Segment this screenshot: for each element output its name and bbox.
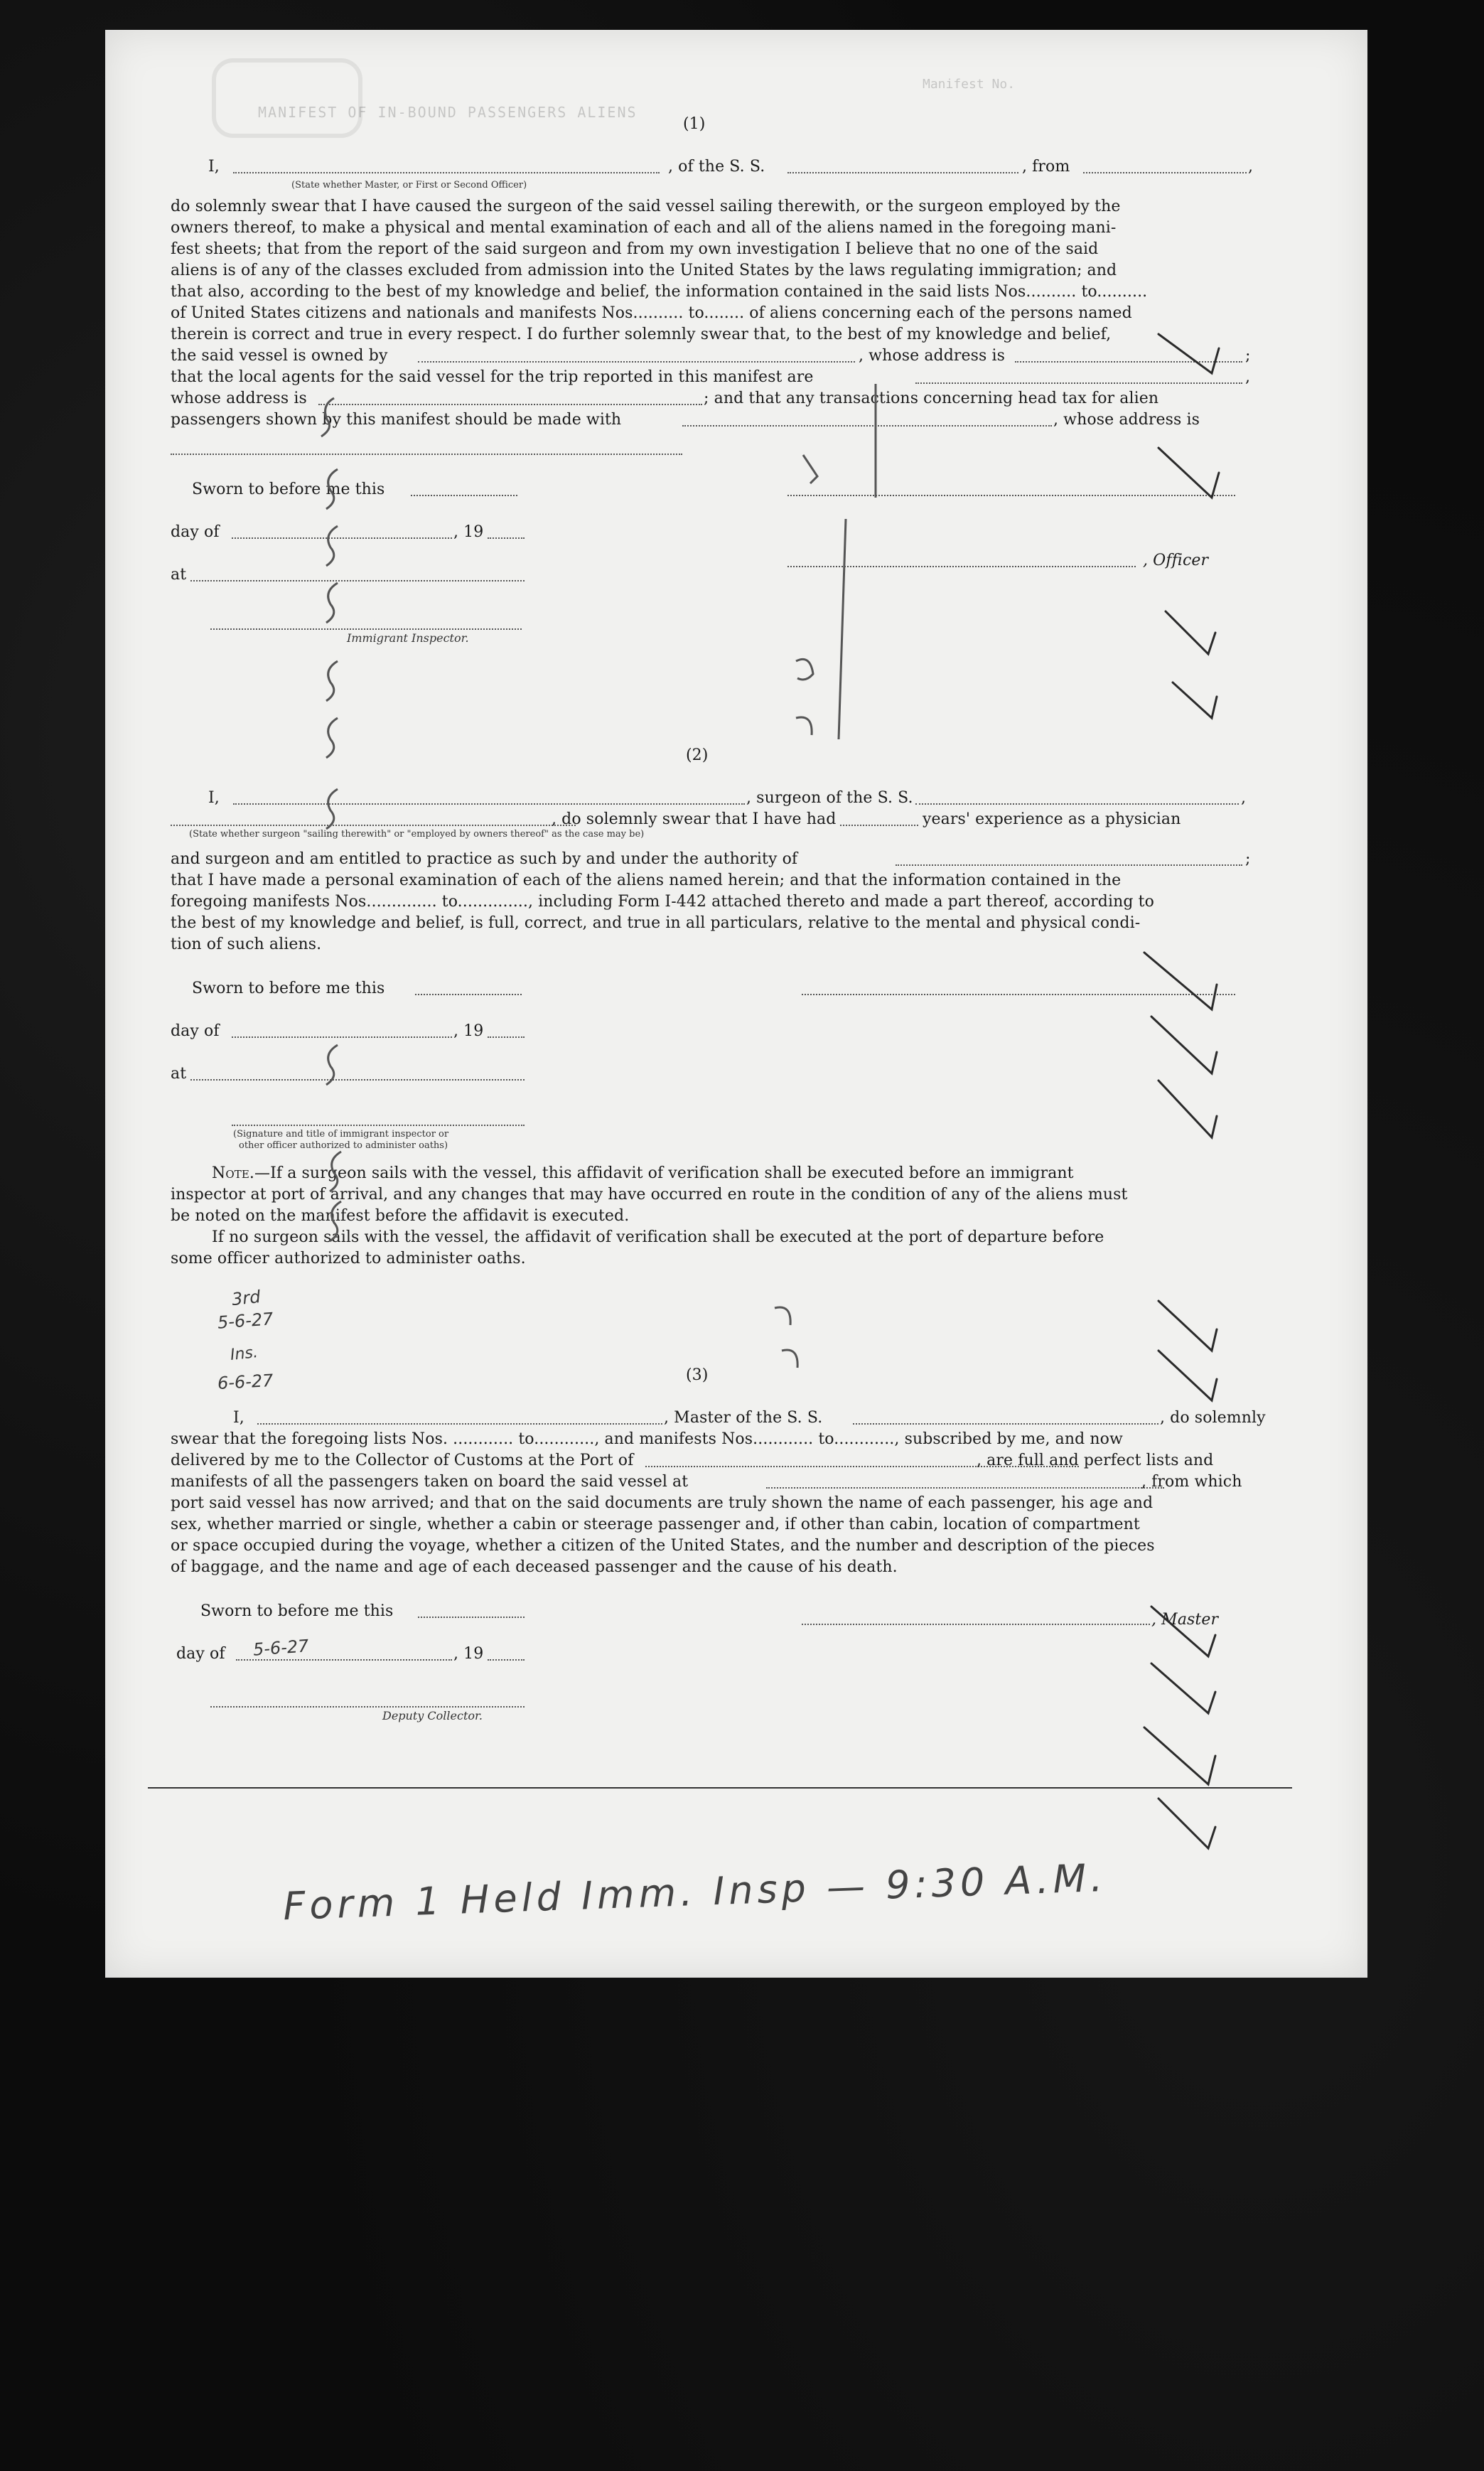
s1-day-blank [232,537,452,539]
s1-owner-address-blank [1015,361,1242,363]
hand-margin-b: 5-6-27 [217,1309,274,1333]
ghost-manifest-no: Manifest No. [923,77,1016,92]
s3-master-label: , Master [1151,1611,1219,1629]
s3-ss: , Master of the S. S. [664,1409,823,1427]
s2-note-line-3: be noted on the manifest before the affidavit is executed. [171,1207,630,1225]
hand-margin-a: 3rd [230,1286,262,1310]
s1-p10a: whose address is [171,390,307,407]
s1-p7: therein is correct and true in every respect. I do further solemnly swear that, to the best of my knowledge and belief, [171,326,1112,343]
s3-collector-blank [210,1706,525,1708]
hand-day-mark: 5-6-27 [252,1636,310,1660]
s1-p11a: passengers shown by this manifest should be made with [171,411,622,429]
s1-comma: , [1248,158,1254,176]
s3-p3b: , from which [1141,1473,1242,1491]
s1-owner-blank [418,361,855,363]
s1-p8b: , whose address is [859,347,1006,365]
s3-sworn-blank [418,1617,525,1618]
s3-sworn: Sworn to before me this [200,1602,394,1620]
s3-p3a: manifests of all the passengers taken on board the said vessel at [171,1473,689,1491]
s3-day-of: day of [176,1645,225,1663]
s1-p11b: , whose address is [1053,411,1200,429]
s3-p6: or space occupied during the voyage, whether a citizen of the United States, and the number and description of the pieces [171,1537,1155,1555]
hand-margin-d: 6-6-27 [217,1370,274,1394]
hand-bottom-note: Form 1 Held Imm. Insp — 9:30 A.M. [282,1855,1108,1929]
section-2-number: (2) [686,746,709,764]
s3-l1-end: , do solemnly [1160,1409,1266,1427]
s2-p5: tion of such aliens. [171,936,322,953]
s1-inspector-label: Immigrant Inspector. [347,631,469,645]
s2-p1b: ; [1245,850,1251,868]
s1-p3: fest sheets; that from the report of the said surgeon and from my own investigation I believe that no one of the said [171,240,1099,258]
s2-year: , 19 [453,1022,484,1040]
s1-p1: do solemnly swear that I have caused the surgeon of the said vessel sailing therewith, or the surgeon employed by the [171,198,1121,215]
s2-l2b: years' experience as a physician [923,810,1181,828]
s2-p3: foregoing manifests Nos.............. to.............., including Form I-442 attached thereto and made a part thereof, according to [171,893,1154,911]
s2-at: at [171,1065,187,1083]
s3-boarded-blank [766,1487,1164,1489]
s1-p8a: the said vessel is owned by [171,347,388,365]
s1-i: I, [208,158,220,176]
section-3-number: (3) [686,1366,709,1384]
s3-p2b: , are full and perfect lists and [977,1452,1214,1469]
ghost-title: MANIFEST OF IN-BOUND PASSENGERS ALIENS [258,104,638,121]
s2-sig-blank [232,1125,525,1126]
s1-name-blank [233,172,660,173]
s2-authority-blank [896,864,1242,866]
hand-margin-c: Ins. [229,1344,259,1364]
s2-sub-surgeon: (State whether surgeon "sailing therewith" or "employed by owners thereof" as the case may be) [189,829,645,840]
s2-sig-caption-1: (Signature and title of immigrant inspector or [233,1129,449,1140]
s1-day-of: day of [171,523,220,541]
s1-headtax-blank [682,425,1052,427]
s2-day-of: day of [171,1022,220,1040]
s2-p4: the best of my knowledge and belief, is full, correct, and true in all particulars, relative to the mental and physical condi- [171,914,1141,932]
s2-p1a: and surgeon and am entitled to practice as such by and under the authority of [171,850,798,868]
s2-capacity-blank [171,825,576,826]
s1-right-blank-1 [787,495,1235,496]
s1-officer-label: , Officer [1143,552,1209,569]
s3-master-blank [802,1624,1150,1625]
s1-sworn-blank [411,495,517,496]
s1-p6: of United States citizens and nationals and manifests Nos.......... to........ of aliens concerning each of the persons named [171,304,1132,322]
s2-note-line-4: If no surgeon sails with the vessel, the affidavit of verification shall be executed at the port of departure before [212,1228,1104,1246]
bottom-rule [148,1787,1292,1789]
s1-sworn: Sworn to before me this [192,481,385,498]
s2-sworn-blank [415,994,522,995]
s2-i: I, [208,789,220,807]
s2-p2: that I have made a personal examination of each of the aliens named herein; and that the information contained in the [171,872,1122,889]
s2-at-blank [190,1079,525,1081]
s3-name-blank [257,1423,662,1425]
s1-officer-blank [787,566,1136,567]
s1-agents-blank [915,382,1242,384]
s2-years-blank [840,825,918,826]
s1-year-blank [488,537,525,539]
s2-right-signature-blank [802,994,1235,995]
note-text: —If a surgeon sails with the vessel, this affidavit of verification shall be executed before an immigrant [254,1164,1074,1182]
s3-p7: of baggage, and the name and age of each deceased passenger and the cause of his death. [171,1558,898,1576]
s1-p10b: ; and that any transactions concerning head tax for alien [704,390,1159,407]
s1-year: , 19 [453,523,484,541]
manifest-page [105,30,1367,1978]
s3-ship-blank [853,1423,1158,1425]
s1-p9a: that the local agents for the said vessel for the trip reported in this manifest are [171,368,814,386]
s1-agents-address-blank [318,404,702,405]
ghost-stamp [212,58,362,138]
s2-sworn: Sworn to before me this [192,980,385,997]
s3-p2a: delivered by me to the Collector of Customs at the Port of [171,1452,634,1469]
s1-headtax-address-blank [171,454,682,455]
s1-p5: that also, according to the best of my knowledge and belief, the information contained in the said lists Nos.......... to.......... [171,283,1148,301]
s1-from-blank [1083,172,1247,173]
s2-ss: , surgeon of the S. S. [746,789,913,807]
s1-ship-blank [787,172,1018,173]
s2-note-line-5: some officer authorized to administer oaths. [171,1250,526,1267]
s3-i: I, [233,1409,244,1427]
s2-l2a: , do solemnly swear that I have had [552,810,837,828]
s1-sub-master: (State whether Master, or First or Second Officer) [291,180,527,191]
s3-day-blank [236,1659,452,1661]
s3-p5: sex, whether married or single, whether a cabin or steerage passenger and, if other than cabin, location of compartment [171,1516,1140,1533]
s1-inspector-blank [210,628,522,630]
note-label: Note. [212,1164,254,1182]
s1-ss: , of the S. S. [668,158,765,176]
s2-comma: , [1241,789,1247,807]
s2-name-blank [233,803,745,805]
s3-year: , 19 [453,1645,484,1663]
s3-p4: port said vessel has now arrived; and that on the said documents are truly shown the name of each passenger, his age and [171,1494,1154,1512]
s1-at: at [171,566,187,584]
s2-note-line-2: inspector at port of arrival, and any changes that may have occurred en route in the condition of any of the aliens must [171,1186,1128,1204]
s1-p8c: ; [1245,347,1251,365]
s1-from: , from [1022,158,1070,176]
s3-p1: swear that the foregoing lists Nos. ............ to............, and manifests Nos............ to............, subscribed by me, and now [171,1430,1123,1448]
s3-collector-label: Deputy Collector. [382,1709,483,1722]
s1-p4: aliens is of any of the classes excluded from admission into the United States by the laws regulating immigration; and [171,262,1117,279]
s2-ship-blank [915,803,1239,805]
s1-p2: owners thereof, to make a physical and mental examination of each and all of the aliens named in the foregoing mani- [171,219,1117,237]
s1-p9b: , [1245,368,1251,386]
s2-note-line-1 [212,1164,1074,1182]
s2-day-blank [232,1036,452,1038]
s2-year-blank [488,1036,525,1038]
s1-at-blank [190,580,525,581]
s2-sig-caption-2: other officer authorized to administer oaths) [239,1140,448,1151]
s3-year-blank [488,1659,525,1661]
section-1-number: (1) [683,115,706,133]
